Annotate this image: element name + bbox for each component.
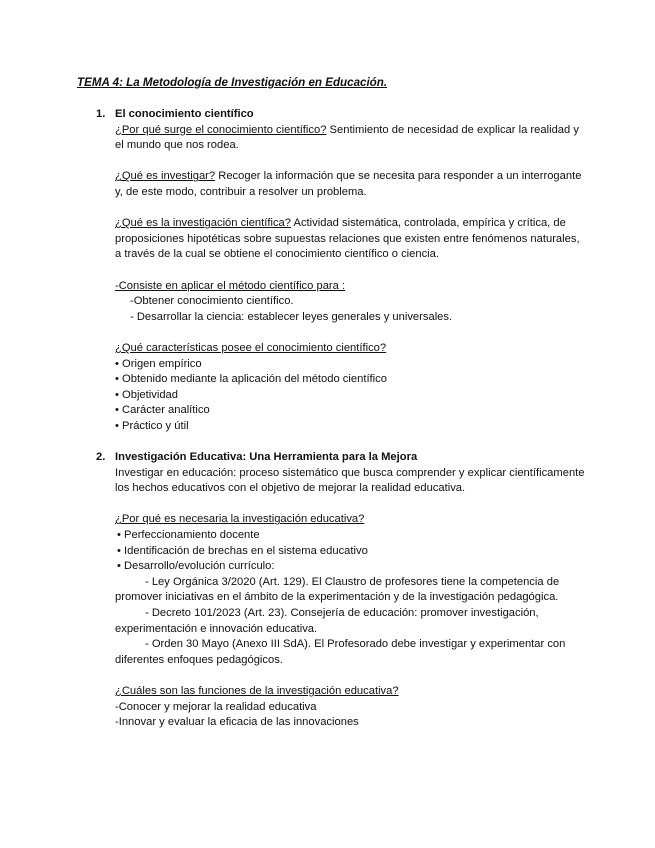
list-item: • Obtenido mediante la aplicación del método científico: [115, 373, 387, 386]
list-item: -Obtener conocimiento científico.: [130, 295, 294, 308]
answer-text: Sentimiento de necesidad de explicar la realidad y el mundo que nos rodea.: [115, 123, 579, 152]
section-2-title: Investigación Educativa: Una Herramienta para la Mejora: [115, 451, 418, 463]
list-item: • Identificación de brechas en el sistema educativo: [117, 544, 368, 557]
question-heading: ¿Qué características posee el conocimiento científico?: [115, 341, 387, 354]
answer-text: Recoger la información que se necesita para responder a un interrogante y, de este modo, contribuir a resolver un problema.: [115, 170, 582, 198]
question-text: ¿Qué es investigar?: [115, 170, 216, 183]
section-2-body: [115, 466, 585, 731]
section-2-heading: [96, 450, 596, 466]
section-1: [96, 107, 596, 434]
law-item: - Decreto 101/2023 (Art. 23). Consejería de educación: promover investigación, experimentación e innovación educativa.: [115, 606, 539, 635]
section-2-number: 2.: [96, 451, 106, 463]
paragraph-q2: [115, 169, 585, 200]
question-text: ¿Por qué surge el conocimiento científico?: [115, 123, 327, 136]
list-item: • Desarrollo/evolución currículo:: [117, 560, 275, 573]
paragraph-q3: [115, 216, 585, 263]
question-heading: ¿Cuáles son las funciones de la investigación educativa?: [115, 684, 399, 697]
section-2-intro: Investigar en educación: proceso sistemático que busca comprender y explicar científicamente los hechos educativos con el objetivo de mejorar la realidad educativa.: [115, 466, 585, 495]
section-1-body: [115, 123, 585, 435]
document-title: TEMA 4: La Metodología de Investigación en Educación.: [77, 76, 388, 89]
list-item: -Conocer y mejorar la realidad educativa: [115, 700, 317, 713]
section-1-heading: [96, 107, 596, 123]
law-item: - Orden 30 Mayo (Anexo III SdA). El Profesorado debe investigar y experimentar con diferentes enfoques pedagógicos.: [115, 638, 566, 666]
section-2: [96, 450, 596, 731]
answer-text: Actividad sistemática, controlada, empírica y crítica, de proposiciones hipotéticas sobre supuestas relaciones que existen entre fenómenos naturales, a través de la cual se obtiene el conocimiento científico o ciencia.: [115, 217, 580, 261]
list-item: • Práctico y útil: [115, 419, 189, 432]
section-1-title: El conocimiento científico: [115, 108, 254, 120]
question-text: ¿Qué es la investigación científica?: [115, 217, 291, 230]
question-heading: ¿Por qué es necesaria la investigación educativa?: [115, 513, 365, 526]
list-item: • Origen empírico: [115, 357, 202, 370]
section-1-number: 1.: [96, 108, 106, 120]
list-item: -Innovar y evaluar la eficacia de las innovaciones: [115, 716, 359, 729]
law-item: - Ley Orgánica 3/2020 (Art. 129). El Claustro de profesores tiene la competencia de promover iniciativas en el ámbito de la experimentación y de la investigación pedagógica.: [115, 575, 560, 604]
list-item: • Objetividad: [115, 388, 178, 401]
list-item: • Perfeccionamiento docente: [117, 528, 260, 541]
list-item: • Carácter analítico: [115, 404, 210, 417]
method-intro: -Consiste en aplicar el método científico para :: [115, 279, 346, 292]
list-item: - Desarrollar la ciencia: establecer leyes generales y universales.: [130, 310, 453, 323]
paragraph-q1: [115, 123, 585, 154]
